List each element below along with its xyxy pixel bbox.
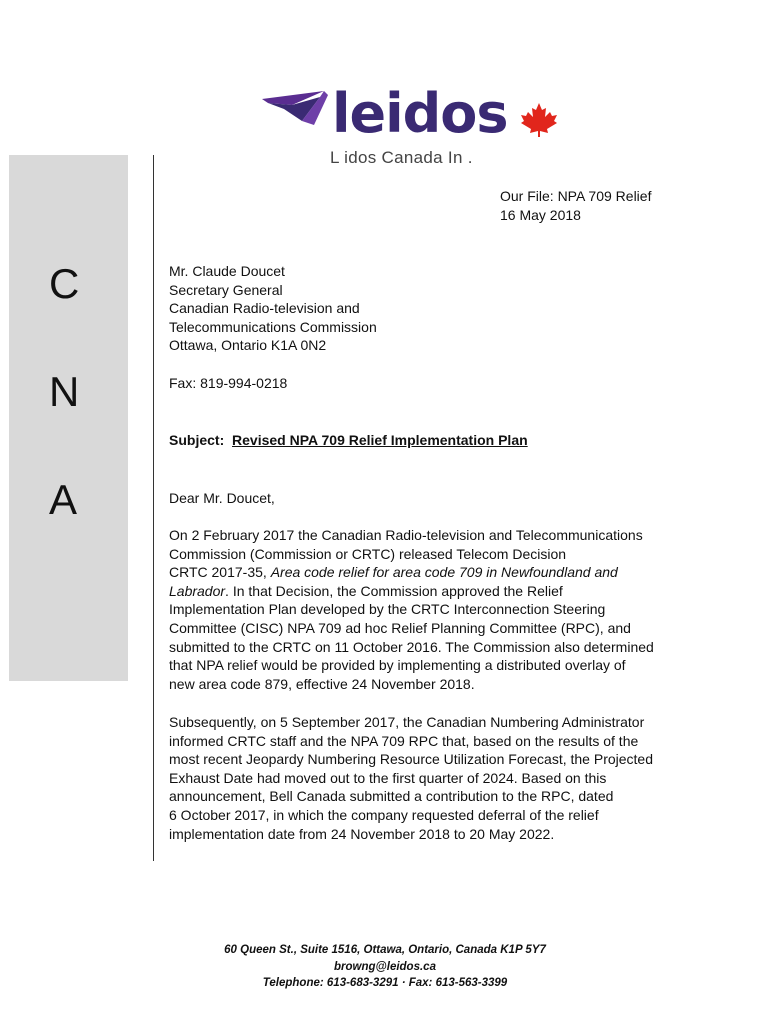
- leidos-swoosh-icon: [262, 91, 332, 127]
- side-band: [9, 155, 128, 681]
- p1-line: new area code 879, effective 24 November 2018.: [169, 675, 475, 692]
- decision-title: Area code relief for area code 709 in Newfoundland and: [270, 564, 618, 581]
- p1-line: submitted to the CRTC on 11 October 2016. The Commission also determined: [169, 638, 654, 655]
- maple-leaf-icon: [520, 102, 558, 138]
- p2-line: Subsequently, on 5 September 2017, the Canadian Numbering Administrator: [169, 714, 645, 730]
- footer-email[interactable]: browng@leidos.ca: [334, 960, 436, 973]
- p1-line: Commission (Commission or CRTC) released Telecom Decision: [169, 545, 567, 562]
- footer-address: 60 Queen St., Suite 1516, Ottawa, Ontario, Canada K1P 5Y7: [224, 944, 546, 956]
- decision-number: CRTC 2017-35,: [169, 564, 271, 581]
- recipient-org-line1: Canadian Radio-television and: [169, 300, 360, 317]
- p1-line: Committee (CISC) NPA 709 ad hoc Relief Planning Committee (RPC), and: [169, 619, 631, 636]
- p2-line: most recent Jeopardy Numbering Resource Utilization Forecast, the Projected: [169, 751, 653, 768]
- p2-line: Exhaust Date had moved out to the first quarter of 2024. Based on this: [169, 769, 607, 786]
- logo-wordmark: leidos: [332, 82, 508, 145]
- recipient-title: Secretary General: [169, 281, 283, 298]
- p1-line: Implementation Plan developed by the CRTC Interconnection Steering: [169, 601, 606, 618]
- file-reference: [500, 187, 651, 224]
- recipient-address: [169, 262, 377, 355]
- leidos-logo: [262, 82, 562, 178]
- margin-rule: [153, 155, 154, 861]
- p2-line: 6 October 2017, in which the company requested deferral of the relief: [169, 806, 599, 823]
- p1-text: . In that Decision, the Commission approved the Relief: [225, 582, 563, 599]
- p1-line: [169, 563, 659, 582]
- recipient-city: Ottawa, Ontario K1A 0N2: [169, 337, 327, 354]
- decision-title-end: Labrador: [169, 582, 226, 599]
- p2-line: implementation date from 24 November 2018 to 20 May 2022.: [169, 825, 555, 842]
- p1-line: that NPA relief would be provided by implementing a distributed overlay of: [169, 657, 626, 674]
- paragraph-1: [169, 526, 659, 693]
- subject-label: Subject:: [169, 432, 225, 448]
- recipient-name: Mr. Claude Doucet: [169, 263, 285, 279]
- recipient-org-line2: Telecommunications Commission: [169, 318, 377, 335]
- file-ref-number: Our File: NPA 709 Relief: [500, 188, 652, 204]
- subject-line: [169, 431, 528, 450]
- salutation: Dear Mr. Doucet,: [169, 490, 275, 506]
- fax-number: Fax: 819-994-0218: [169, 375, 288, 391]
- p1-line: On 2 February 2017 the Canadian Radio-television and Telecommunications: [169, 527, 643, 543]
- side-letter-c: C: [49, 260, 80, 307]
- logo-subtitle: L idos Canada In .: [330, 148, 473, 167]
- footer-phones: Telephone: 613-683-3291 · Fax: 613-563-3399: [262, 977, 508, 989]
- side-letter-a: A: [49, 476, 78, 523]
- letter-date: 16 May 2018: [500, 206, 581, 223]
- side-letter-n: N: [49, 368, 80, 415]
- letterhead-footer: [0, 942, 770, 992]
- p1-line: [169, 582, 659, 601]
- p2-line: announcement, Bell Canada submitted a contribution to the RPC, dated: [169, 788, 614, 805]
- p2-line: informed CRTC staff and the NPA 709 RPC that, based on the results of the: [169, 732, 639, 749]
- paragraph-2: [169, 713, 659, 843]
- subject-text: Revised NPA 709 Relief Implementation Plan: [232, 432, 528, 448]
